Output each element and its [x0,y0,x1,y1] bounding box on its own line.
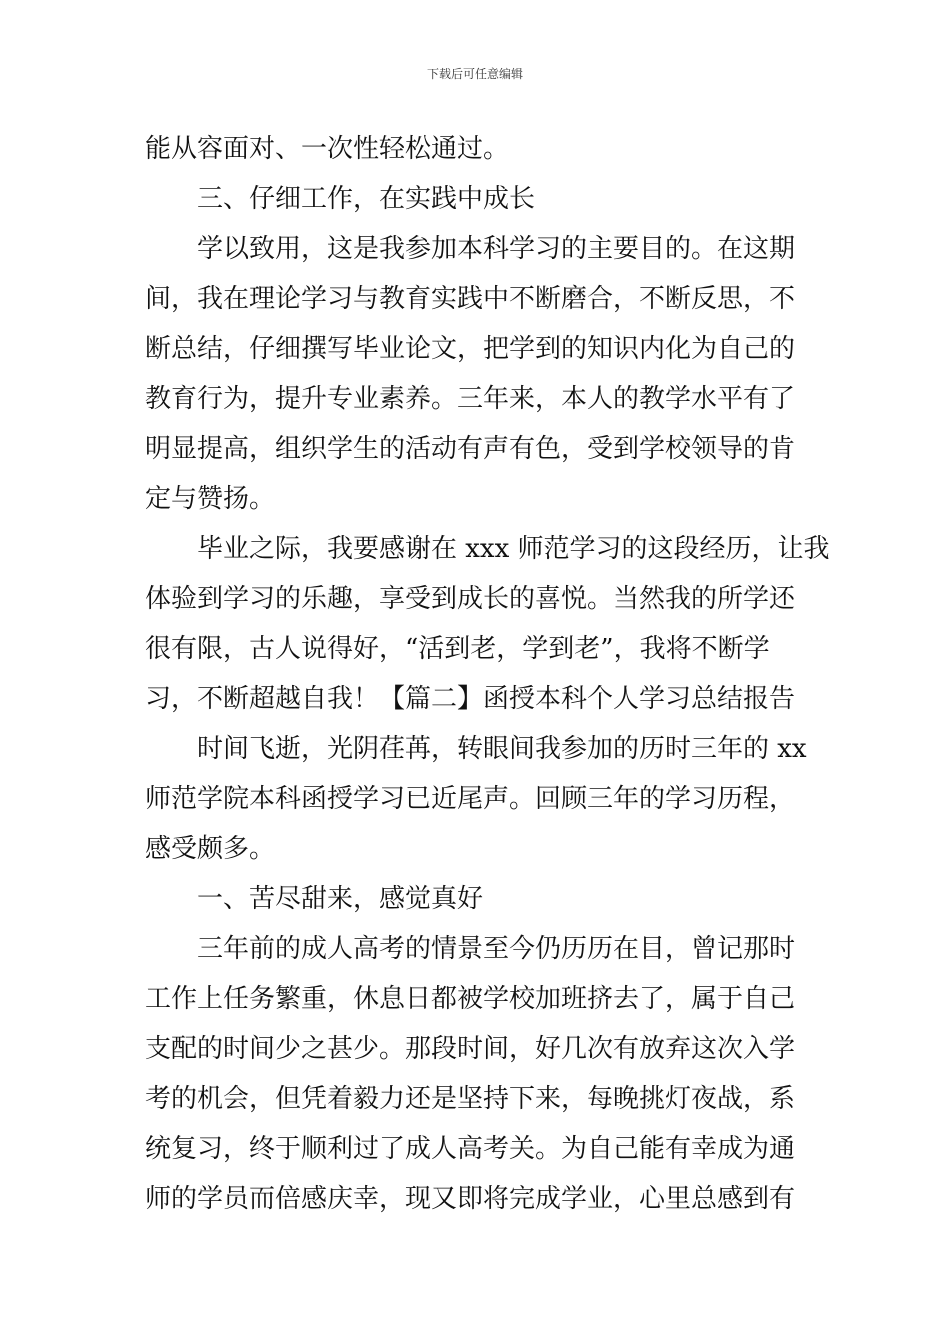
text-line: 时间飞逝，光阴荏苒，转眼间我参加的历时三年的 xx [197,734,807,764]
text-line: 教育行为，提升专业素养。三年来，本人的教学水平有了 [145,384,796,414]
section-heading: 三、仔细工作，在实践中成长 [197,184,536,214]
text-line: 师的学员而倍感庆幸，现又即将完成学业，心里总感到有 [145,1184,796,1214]
text-line: 明显提高，组织学生的活动有声有色，受到学校领导的肯 [145,434,796,464]
text-line: 工作上任务繁重，休息日都被学校加班挤去了，属于自己 [145,984,796,1014]
text-line: 能从容面对、一次性轻松通过。 [145,134,510,164]
text-line: 习，不断超越自我！【篇二】函授本科个人学习总结报告 [145,684,796,714]
page-header-note: 下载后可任意编辑 [426,67,523,81]
text-line: 间，我在理论学习与教育实践中不断磨合，不断反思，不 [145,284,796,314]
text-line: 断总结，仔细撰写毕业论文，把学到的知识内化为自己的 [145,334,796,364]
text-line: 毕业之际，我要感谢在 xxx 师范学习的这段经历，让我 [197,534,830,564]
text-line: 统复习，终于顺利过了成人高考关。为自己能有幸成为通 [145,1134,796,1164]
text-line: 师范学院本科函授学习已近尾声。回顾三年的学习历程， [145,784,796,814]
text-line: 三年前的成人高考的情景至今仍历历在目，曾记那时 [197,934,796,964]
text-line: 支配的时间少之甚少。那段时间，好几次有放弃这次入学 [145,1034,796,1064]
section-heading: 一、苦尽甜来，感觉真好 [197,884,484,914]
text-line: 很有限，古人说得好，“活到老，学到老”，我将不断学 [145,634,770,664]
text-line: 学以致用，这是我参加本科学习的主要目的。在这期 [197,234,796,264]
text-line: 定与赞扬。 [145,484,276,514]
text-line: 考的机会，但凭着毅力还是坚持下来，每晚挑灯夜战，系 [145,1084,796,1114]
text-line: 体验到学习的乐趣，享受到成长的喜悦。当然我的所学还 [145,584,796,614]
text-line: 感受颇多。 [145,834,276,864]
